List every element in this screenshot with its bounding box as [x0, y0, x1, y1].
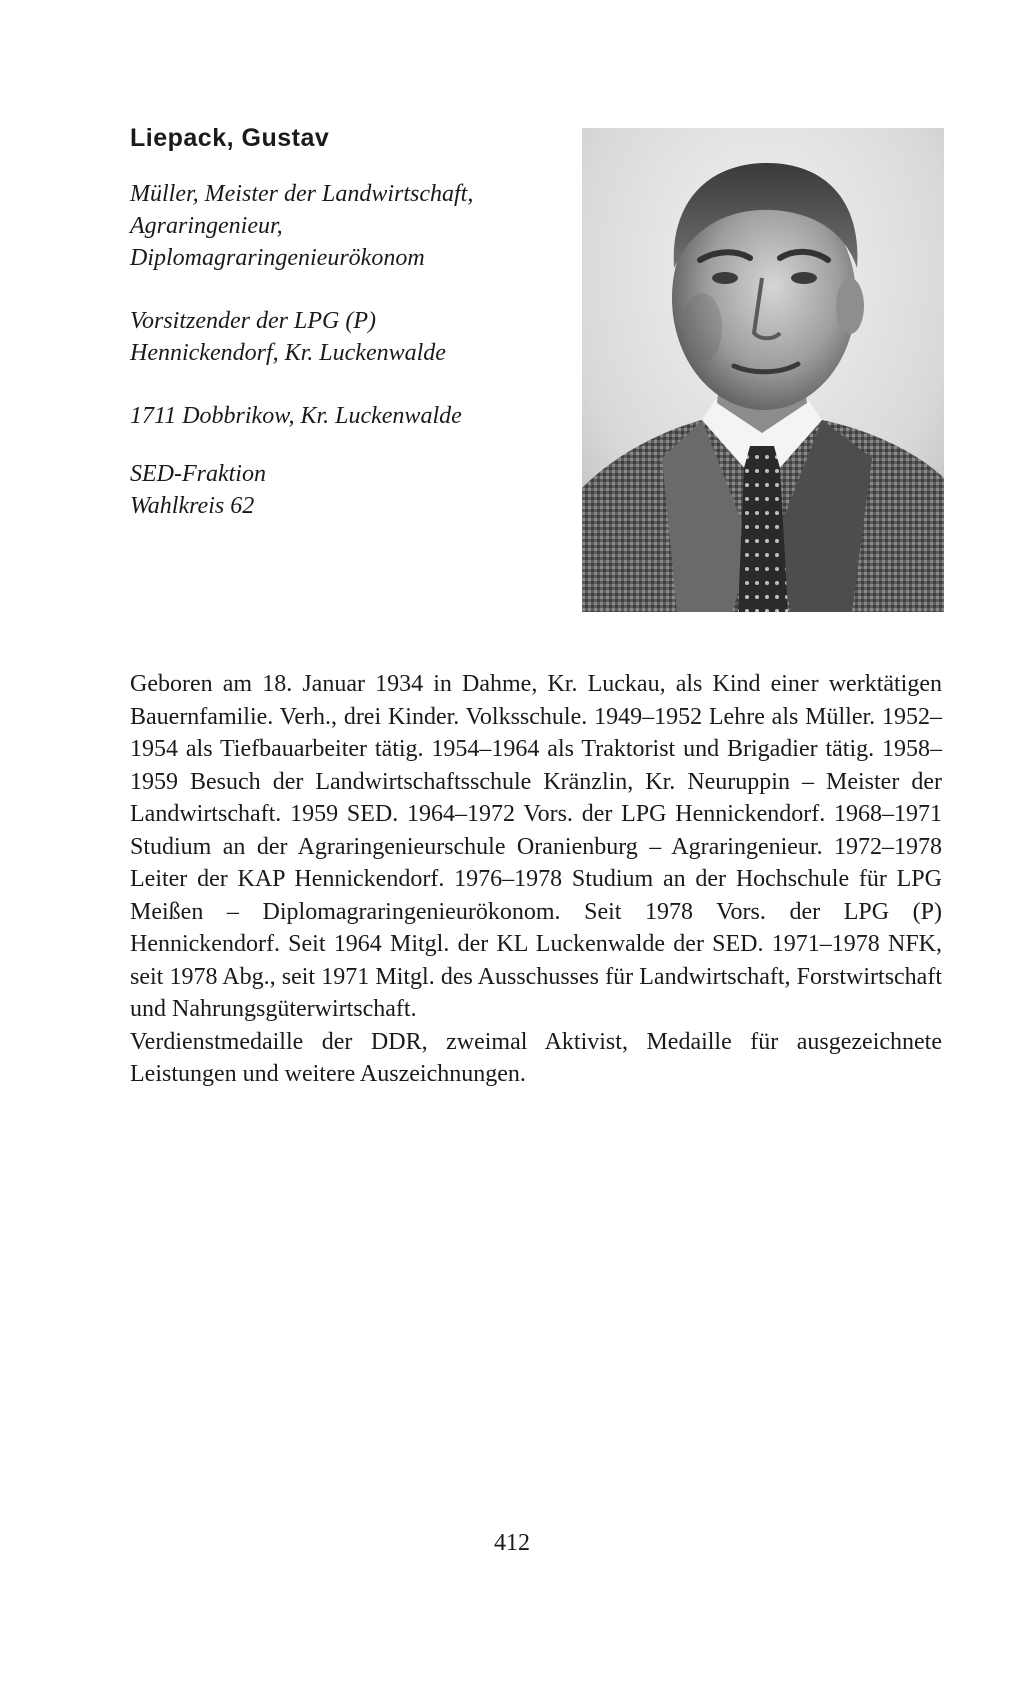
position-line: Vorsitzender der LPG (P) — [130, 308, 376, 334]
professions — [130, 178, 570, 274]
address-line: 1711 Dobbrikow, Kr. Luckenwalde — [130, 403, 462, 429]
portrait-photo — [582, 128, 944, 612]
faction-line: SED-Fraktion — [130, 461, 266, 487]
profession-line: Diplomagraringenieurökonom — [130, 245, 425, 271]
position — [130, 305, 570, 369]
awards-paragraph: Verdienstmedaille der DDR, zweimal Aktivist, Medaille für ausgezeichnete Leistungen und weitere Auszeichnungen. — [130, 1028, 942, 1087]
address — [130, 400, 570, 432]
faction — [130, 458, 570, 522]
biography — [130, 668, 942, 1091]
page-number: 412 — [494, 1530, 530, 1556]
biography-paragraph: Geboren am 18. Januar 1934 in Dahme, Kr. Luckau, als Kind einer werktätigen Bauernfamilie. Verh., drei Kinder. Volksschule. 1949–1952 Lehre als Müller. 1952–1954 als Tiefbauarbeiter tätig. 1954–1964 als Traktorist und Brigadier tätig. 1958–1959 Besuch der Landwirtschaftsschule Kränzlin, Kr. Neuruppin – Meister der Landwirtschaft. 1959 SED. 1964–1972 Vors. der LPG Hennickendorf. 1968–1971 Studium an der Agraringenieurschule Oranienburg – Agraringenieur. 1972–1978 Leiter der KAP Hennickendorf. 1976–1978 Studium an der Hochschule für LPG Meißen – Diplomagraringenieurökonom. Seit 1978 Vors. der LPG (P) Hennickendorf. Seit 1964 Mitgl. der KL Luckenwalde der SED. 1971–1978 NFK, seit 1978 Abg., seit 1971 Mitgl. des Ausschusses für Landwirtschaft, Forstwirtschaft und Nahrungsgüterwirtschaft. — [130, 671, 942, 1022]
person-name: Liepack, Gustav — [130, 124, 330, 152]
profession-line: Agraringenieur, — [130, 213, 283, 239]
profession-line: Müller, Meister der Landwirtschaft, — [130, 181, 474, 207]
constituency-line: Wahlkreis 62 — [130, 493, 255, 519]
position-line: Hennickendorf, Kr. Luckenwalde — [130, 340, 446, 366]
